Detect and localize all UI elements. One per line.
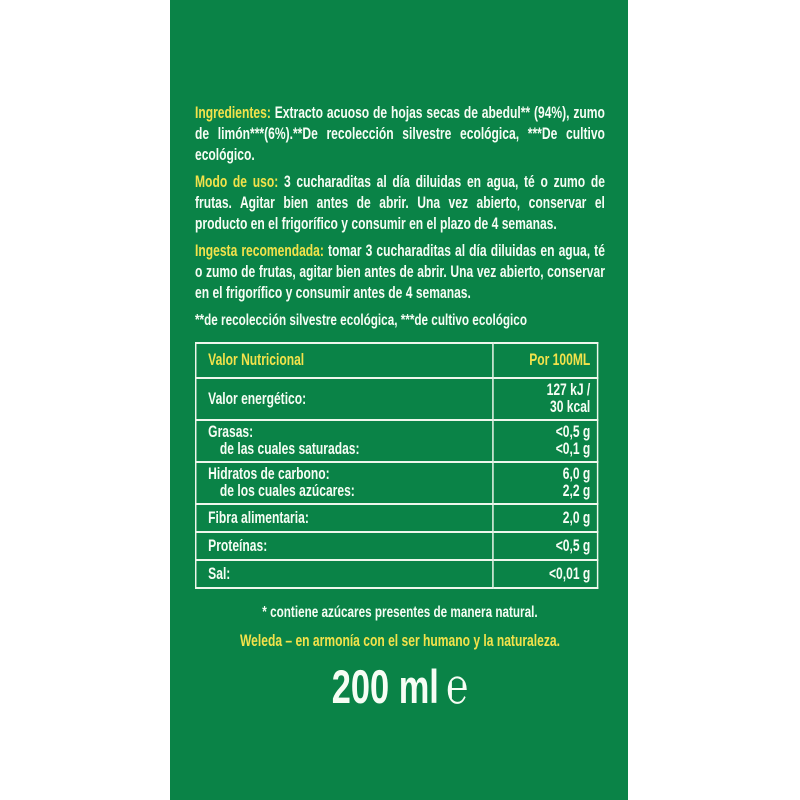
energy-value: 127 kJ / 30 kcal xyxy=(493,378,598,420)
protein-value: <0,5 g xyxy=(493,532,598,560)
usage-heading: Modo de uso: xyxy=(195,173,279,191)
nutrition-table xyxy=(195,342,598,589)
usage-text: 3 cucharaditas al día diluidas en agua, té o zumo de frutas. Agitar bien antes de abrir. Una vez abierto, conservar el producto en el frigorífico y consumir en el plazo de 4 semanas. xyxy=(195,173,605,233)
fat-label: Grasas: de las cuales saturadas: xyxy=(196,420,493,462)
nutrition-table-header-row xyxy=(196,343,598,378)
intake-text: tomar 3 cucharaditas al día diluidas en agua, té o zumo de frutas, agitar bien antes de abrir. Una vez abierto, conservar en el frigorífico y consumir antes de 4 semanas. xyxy=(195,242,605,302)
table-row-carbs xyxy=(196,462,598,504)
volume-amount: 200 ml xyxy=(331,660,439,713)
usage-paragraph xyxy=(195,172,605,235)
ingredients-heading: Ingredientes: xyxy=(195,104,271,122)
table-row-fiber xyxy=(196,504,598,532)
fiber-value: 2,0 g xyxy=(493,504,598,532)
fiber-label: Fibra alimentaria: xyxy=(196,504,493,532)
salt-value: <0,01 g xyxy=(493,560,598,588)
intake-paragraph xyxy=(195,241,605,304)
weleda-tagline: Weleda – en armonía con el ser humano y la naturaleza. xyxy=(239,632,560,650)
sugar-note: * contiene azúcares presentes de manera natural. xyxy=(262,604,538,621)
wild-harvest-footnote: **de recolección silvestre ecológica, ***de cultivo ecológico xyxy=(195,312,527,329)
volume-text xyxy=(195,658,605,714)
estimated-sign-icon: ℮ xyxy=(446,658,469,714)
carbs-label: Hidratos de carbono: de los cuales azúcares: xyxy=(196,462,493,504)
ingredients-text: Extracto acuoso de hojas secas de abedul** (94%), zumo de limón***(6%).**De recolección silvestre ecológica, ***De cultivo ecológico. xyxy=(195,104,605,164)
product-label-panel xyxy=(170,0,628,800)
carbs-value: 6,0 g 2,2 g xyxy=(493,462,598,504)
ingredients-paragraph xyxy=(195,103,605,166)
table-row-protein xyxy=(196,532,598,560)
table-row-energy xyxy=(196,378,598,420)
energy-label: Valor energético: xyxy=(196,378,493,420)
protein-label: Proteínas: xyxy=(196,532,493,560)
salt-label: Sal: xyxy=(196,560,493,588)
nutrition-header-title: Valor Nutricional xyxy=(196,343,493,378)
fat-value: <0,5 g <0,1 g xyxy=(493,420,598,462)
table-row-salt xyxy=(196,560,598,588)
table-row-fat xyxy=(196,420,598,462)
label-content xyxy=(195,0,605,712)
nutrition-header-per100ml: Por 100ML xyxy=(493,343,598,378)
intake-heading: Ingesta recomendada: xyxy=(195,242,324,260)
